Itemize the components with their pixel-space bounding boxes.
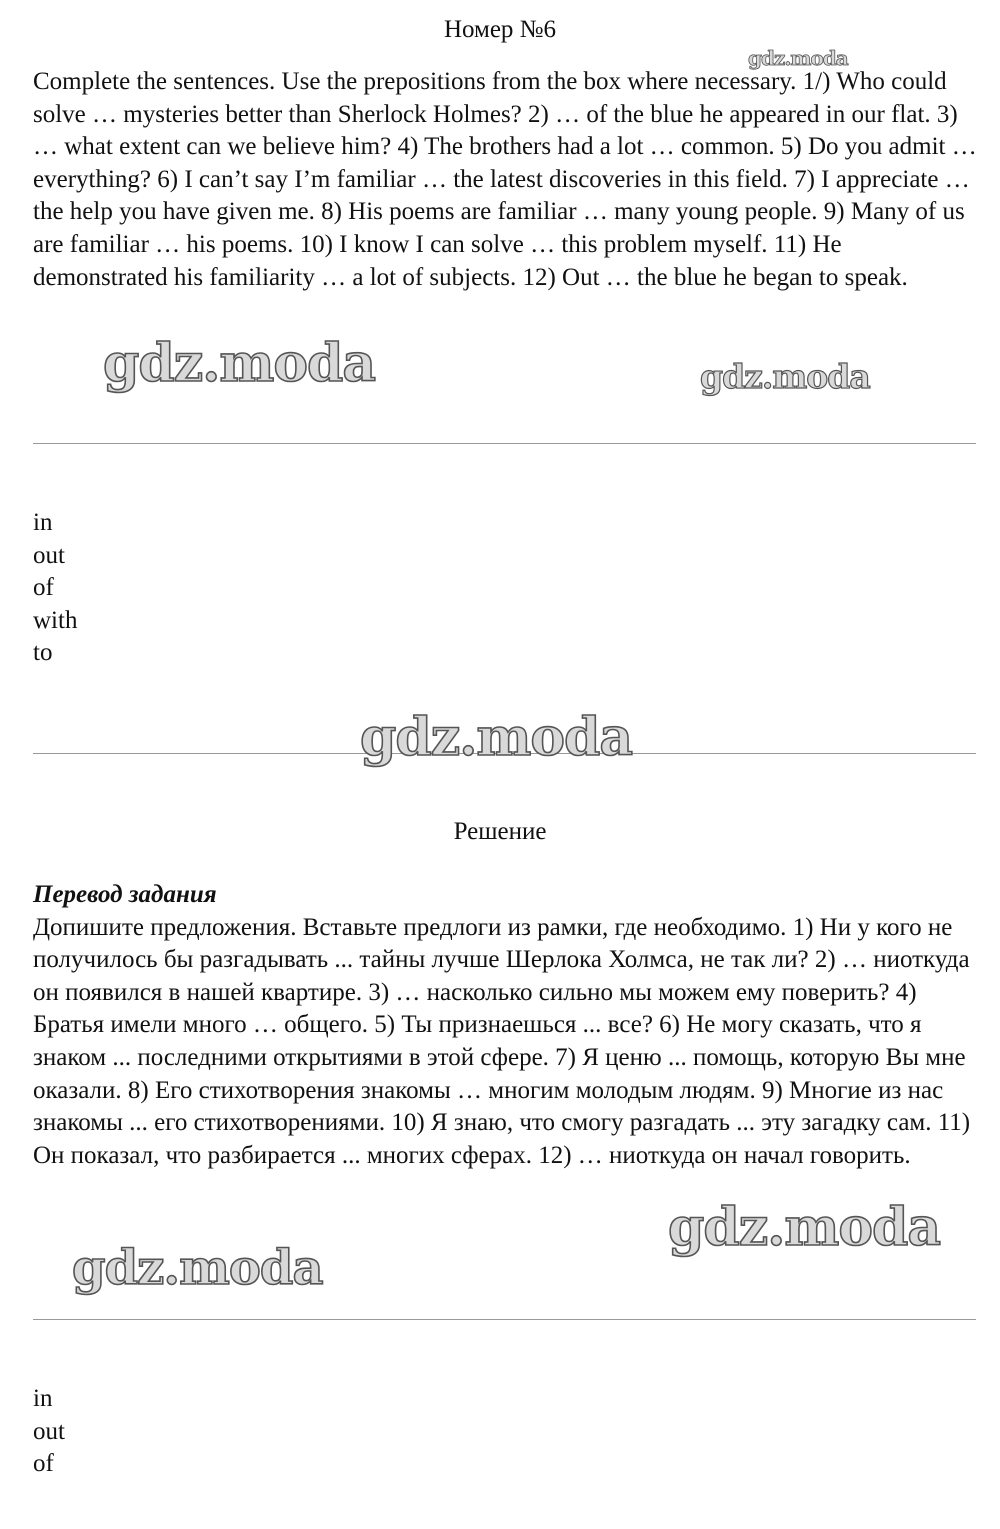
translation-heading: Перевод задания: [33, 881, 217, 908]
box-word: out: [33, 541, 65, 569]
watermark: gdz.moda: [748, 46, 848, 70]
box-word: in: [33, 1385, 53, 1412]
page-title: Номер №6: [443, 16, 557, 43]
box-word: of: [33, 574, 54, 602]
watermark: gdz.moda: [360, 707, 633, 768]
watermark: gdz.moda: [668, 1197, 941, 1258]
box-word: of: [33, 1450, 54, 1478]
box-word: with: [33, 606, 78, 634]
box-word: in: [33, 509, 53, 536]
box-word: out: [33, 1417, 65, 1445]
preposition-box: [33, 507, 978, 670]
solution-section: [33, 879, 978, 1172]
divider: [33, 1319, 976, 1320]
watermark: gdz.moda: [700, 357, 870, 396]
preposition-box-2: [33, 1383, 978, 1481]
task-text: Complete the sentences. Use the prepositions from the box where necessary. 1/) Who could solve … mysteries better than Sherlock Holmes? 2) … of the blue he appeared in our flat. 3) … what extent can we believe him? 4) The brothers had a lot … common. 5) Do you admit … everything? 6) I can’t say I’m familiar … the latest discoveries in this field. 7) I appreciate … the help you have given me. 8) His poems are familiar … many young people. 9) Many of us are familiar … his poems. 10) I know I can solve … this problem myself. 11) He demonstrated his familiarity … a lot of subjects. 12) Out … the blue he began to speak.: [33, 68, 977, 291]
box-word: to: [33, 639, 53, 667]
watermark: gdz.moda: [72, 1240, 323, 1296]
task-section: [33, 66, 978, 294]
translation-text: Допишите предложения. Вставьте предлоги из рамки, где необходимо. 1) Ни у кого не получилось бы разгадывать ... тайны лучше Шерлока Холмса, не так ли? 2) … ниоткуда он появился в нашей квартире. 3) … насколько сильно мы можем ему поверить? 4) Братья имели много … общего. 5) Ты признаешься ... все? 6) Не могу сказать, что я знаком ... последними открытиями в этой сфере. 7) Я ценю ... помощь, которую Вы мне оказали. 8) Его стихотворения знакомы … многим молодым людям. 9) Многие из нас знакомы ... его стихотворениями. 10) Я знаю, что смогу разгадать ... эту загадку сам. 11) Он показал, что разбирается ... многих сферах. 12) … ниоткуда он начал говорить.: [33, 913, 971, 1169]
watermark: gdz.moda: [103, 333, 376, 394]
solution-title: Решение: [453, 818, 547, 845]
divider: [33, 443, 976, 444]
